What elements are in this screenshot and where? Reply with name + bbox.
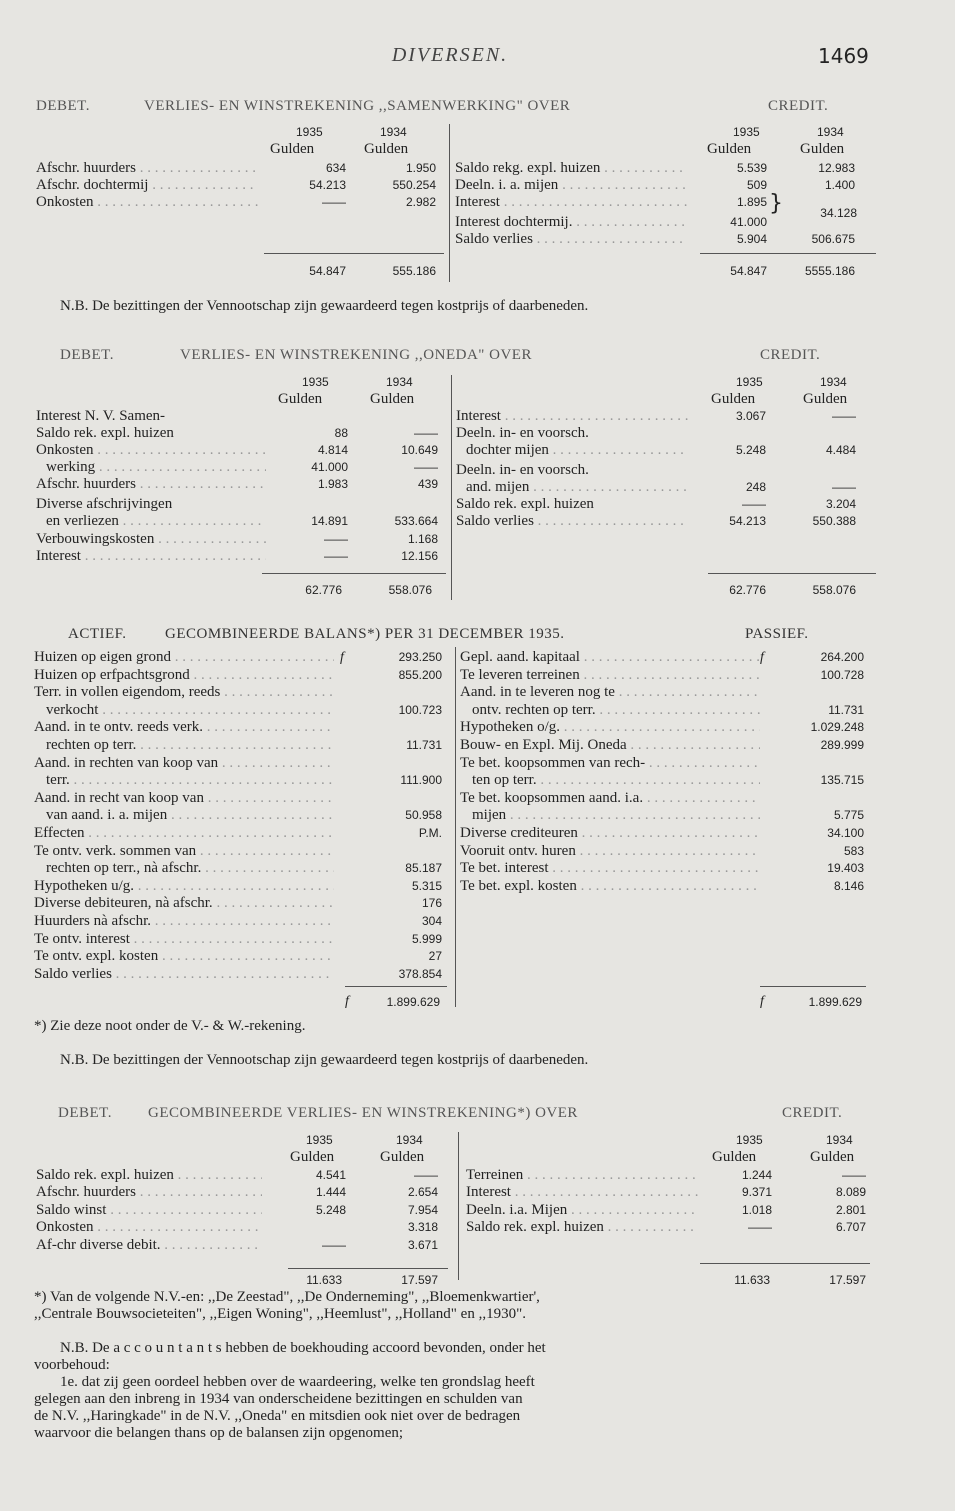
value-1935: 4.541 [315, 1168, 346, 1182]
value-1934: 10.649 [401, 443, 438, 457]
credit-total-1934: 5555.186 [804, 264, 855, 278]
value-1935: 41.000 [730, 215, 767, 229]
ledger-row [36, 425, 448, 442]
ledger-row [460, 878, 870, 895]
ledger-row [455, 177, 875, 194]
row-label: Diverse crediteuren . . . [460, 825, 760, 842]
value-1935: 9.371 [741, 1185, 772, 1200]
value-1934: —— [832, 409, 856, 423]
valuation-note: N.B. De bezittingen der Vennootschap zijn gewaardeerd tegen kostprijs of daarbeneden. [60, 1052, 589, 1068]
row-label: Te ontv. expl. kosten . . . [34, 948, 334, 965]
balance-value: 85.187 [405, 861, 442, 876]
row-label: Hypotheken o/g. . . . [460, 719, 760, 736]
row-label: Onkosten . . . [36, 194, 258, 211]
ledger-row [34, 737, 452, 754]
ledger-row [36, 1219, 454, 1236]
ledger-row [36, 496, 448, 513]
unit-header: Gulden [711, 391, 756, 407]
balance-value: 289.999 [820, 738, 864, 752]
value-1935: 509 [746, 178, 767, 192]
section-heading-title: GECOMBINEERDE VERLIES- EN WINSTREKENING*) OVER [148, 1105, 578, 1121]
ledger-row [460, 649, 870, 666]
ledger-row [455, 231, 875, 248]
row-label: Interest dochtermij. . . . [455, 214, 687, 231]
column-divider [458, 1132, 459, 1280]
brace-total-value: 34.128 [820, 206, 857, 220]
row-label: Te ontv. verk. sommen van . . . [34, 843, 334, 860]
section-heading-title: VERLIES- EN WINSTREKENING ,,SAMENWERKING" OVER [144, 98, 571, 114]
ledger-row [456, 408, 876, 425]
value-1935: 88 [334, 426, 348, 440]
balance-value: 11.731 [406, 738, 442, 752]
balance-value: 27 [428, 949, 442, 964]
row-label: Diverse debiteuren, nà afschr. . . . [34, 895, 334, 912]
credit-total-1934: 558.076 [812, 583, 856, 597]
unit-header: Gulden [380, 1149, 425, 1165]
unit-header: Gulden [370, 391, 415, 407]
row-label: Afschr. huurders . . . [36, 160, 258, 177]
total-rule [708, 573, 876, 574]
row-label: Interest . . . [456, 408, 688, 425]
row-label: ten op terr. . . . [460, 772, 760, 789]
ledger-row [460, 843, 870, 860]
row-label: Terreinen . . . [466, 1167, 698, 1184]
value-1935: —— [322, 195, 346, 209]
row-label: Interest . . . [466, 1184, 698, 1201]
ledger-row [460, 737, 870, 754]
row-label: Afschr. huurders . . . [36, 1184, 262, 1201]
ledger-row [460, 790, 870, 807]
year-header: 1935 [296, 125, 323, 139]
row-label: Gepl. aand. kapitaal . . . [460, 649, 760, 666]
note-line: N.B. De a c c o u n t a n t s hebben de boekhouding accoord bevonden, onder het [60, 1340, 546, 1356]
value-1934: 2.801 [835, 1202, 866, 1217]
unit-header: Gulden [800, 141, 845, 157]
balance-value: 111.900 [400, 773, 442, 788]
row-label: Saldo verlies . . . [34, 966, 334, 983]
ledger-row [34, 684, 452, 701]
ledger-row [460, 702, 870, 719]
row-label: Te bet. koopsommen aand. i.a. . . . [460, 790, 760, 807]
debet-total-1935: 62.776 [305, 583, 342, 597]
ledger-row [466, 1219, 876, 1236]
row-label: Aand. in te leveren nog te . . . [460, 684, 760, 701]
ledger-row [34, 667, 452, 684]
ledger-row [34, 843, 452, 860]
value-1934: 6.707 [835, 1220, 866, 1235]
ledger-row [34, 860, 452, 877]
balance-value: 100.728 [820, 667, 864, 682]
value-1935: 4.814 [317, 443, 348, 457]
ledger-row [34, 807, 452, 824]
row-label: Terr. in vollen eigendom, reeds . . . [34, 684, 334, 701]
value-1935: —— [742, 497, 766, 511]
total-rule [264, 253, 444, 254]
unit-header: Gulden [712, 1149, 757, 1165]
row-label: Te bet. koopsommen van rech- . . . [460, 755, 760, 772]
ledger-row [456, 462, 876, 479]
row-label: Deeln. i. a. mijen . . . [455, 177, 687, 194]
row-label: and. mijen . . . [456, 479, 688, 496]
row-label: Bouw- en Expl. Mij. Oneda . . . [460, 737, 760, 754]
value-1934: —— [414, 460, 438, 474]
value-1935: 41.000 [311, 460, 348, 474]
row-label: rechten op terr. . . . [34, 737, 334, 754]
ledger-row [34, 755, 452, 772]
ledger-row [34, 790, 452, 807]
value-1935: 1.895 [736, 195, 767, 209]
value-1935: 5.904 [736, 232, 767, 246]
row-label: Diverse afschrijvingen [36, 496, 173, 512]
gecombineerd-footnote: ,,Centrale Bouwsocieteiten", ,,Eigen Woning", ,,Heemlust", ,,Holland" en ,,1930". [34, 1306, 526, 1322]
balans-footnote: *) Zie deze noot onder de V.- & W.-rekening. [34, 1018, 306, 1034]
value-1935: —— [324, 532, 348, 546]
balance-value: 11.731 [828, 702, 864, 717]
ledger-row [36, 1184, 454, 1201]
ledger-row [34, 719, 452, 736]
total-rule [288, 1268, 448, 1269]
ledger-row [34, 772, 452, 789]
balance-value: 19.403 [827, 861, 864, 876]
value-1934: 3.204 [825, 497, 856, 511]
ledger-row [36, 1202, 454, 1219]
note-line: voorbehoud: [34, 1357, 110, 1373]
value-1934: 1.168 [407, 532, 438, 546]
balance-value: 34.100 [827, 826, 864, 840]
ledger-row [34, 966, 452, 983]
value-1934: —— [842, 1168, 866, 1182]
value-1935: 54.213 [309, 178, 346, 192]
page-number: 1469 [818, 44, 869, 68]
ledger-row [36, 476, 448, 493]
row-label: Saldo verlies . . . [455, 231, 687, 248]
row-label: terr. . . . [34, 772, 334, 789]
ledger-row [36, 442, 448, 459]
row-label: dochter mijen . . . [456, 442, 688, 459]
currency-symbol: f [340, 650, 344, 665]
value-1934: 2.982 [405, 195, 436, 209]
row-label: van aand. i. a. mijen . . . [34, 807, 334, 824]
value-1934: 550.388 [812, 514, 856, 528]
section-heading-right: CREDIT. [760, 347, 821, 363]
unit-header: Gulden [707, 141, 752, 157]
value-1935: 1.983 [317, 477, 348, 491]
row-label: rechten op terr., nà afschr. . . . [34, 860, 334, 877]
row-label: Saldo rek. expl. huizen . . . [36, 1167, 262, 1184]
value-1934: 4.484 [825, 443, 856, 457]
column-divider [449, 124, 450, 282]
valuation-note: N.B. De bezittingen der Vennootschap zijn gewaardeerd tegen kostprijs of daarbeneden. [60, 298, 589, 314]
row-label: Huizen op eigen grond . . . [34, 649, 334, 666]
ledger-row [456, 513, 876, 530]
balance-value: 583 [843, 843, 864, 858]
row-label: Verbouwingskosten . . . [36, 531, 266, 548]
value-1935: 5.248 [735, 443, 766, 457]
row-label: Te bet. interest . . . [460, 860, 760, 877]
balance-value: 1.029.248 [810, 720, 864, 735]
balance-value: 8.146 [833, 878, 864, 893]
value-1935: 5.248 [315, 1202, 346, 1217]
balance-value: 176 [421, 896, 442, 911]
row-label: Interest . . . [36, 548, 266, 565]
currency-symbol: f [760, 650, 764, 665]
ledger-row [36, 459, 448, 476]
value-1934: 439 [417, 477, 438, 491]
value-1935: 1.244 [741, 1168, 772, 1182]
balance-value: 5.775 [833, 808, 864, 823]
ledger-row [36, 513, 448, 530]
value-1935: 1.444 [315, 1185, 346, 1200]
page-header-title: DIVERSEN. [391, 44, 509, 66]
value-1934: 7.954 [407, 1202, 438, 1217]
ledger-row [34, 825, 452, 842]
value-1934: —— [832, 480, 856, 494]
debet-total-1935: 11.633 [306, 1273, 342, 1287]
year-header: 1935 [306, 1133, 333, 1147]
currency-symbol: f [760, 994, 764, 1009]
section-heading-left: DEBET. [58, 1105, 112, 1121]
ledger-row [36, 531, 448, 548]
section-heading-left: DEBET. [60, 347, 114, 363]
row-label: Saldo rek. expl. huizen . . . [466, 1219, 698, 1236]
unit-header: Gulden [278, 391, 323, 407]
year-header: 1935 [302, 375, 329, 389]
section-heading-left: DEBET. [36, 98, 90, 114]
value-1934: 12.983 [818, 161, 855, 175]
balance-value: 5.315 [411, 878, 442, 893]
value-1934: 1.950 [405, 161, 436, 175]
ledger-row [460, 807, 870, 824]
section-heading-title: VERLIES- EN WINSTREKENING ,,ONEDA" OVER [180, 347, 532, 363]
note-line: 1e. dat zij geen oordeel hebben over de waardeering, welke ten grondslag heeft [60, 1374, 535, 1390]
gecombineerd-footnote: *) Van de volgende N.V.-en: ,,De Zeestad", ,,De Onderneming", ,,Bloemenkwartier', [34, 1289, 540, 1305]
year-header: 1935 [736, 1133, 763, 1147]
ledger-row [36, 1237, 454, 1254]
value-1934: —— [414, 426, 438, 440]
ledger-row [34, 895, 452, 912]
row-label: werking . . . [36, 459, 266, 476]
ledger-row [456, 442, 876, 459]
year-header: 1934 [396, 1133, 423, 1147]
ledger-row [460, 667, 870, 684]
unit-header: Gulden [364, 141, 409, 157]
year-header: 1934 [826, 1133, 853, 1147]
ledger-row [36, 194, 446, 211]
value-1934: 533.664 [394, 514, 438, 528]
value-1935: —— [748, 1220, 772, 1235]
value-1935: 1.018 [741, 1202, 772, 1217]
value-1934: 2.654 [407, 1185, 438, 1200]
value-1934: 12.156 [401, 549, 438, 563]
row-label: Vooruit ontv. huren . . . [460, 843, 760, 860]
note-line: waarvoor die belangen thans op de balansen zijn opgenomen; [34, 1425, 404, 1441]
row-label: en verliezen . . . [36, 513, 266, 530]
balance-value: P.M. [418, 826, 442, 840]
value-1935: —— [324, 549, 348, 563]
row-label: ontv. rechten op terr. . . . [460, 702, 760, 719]
ledger-row [466, 1167, 876, 1184]
ledger-row [36, 548, 448, 565]
row-label: verkocht . . . [34, 702, 334, 719]
ledger-row [466, 1202, 876, 1219]
debet-total-1934: 555.186 [392, 264, 436, 278]
passiva-total: 1.899.629 [808, 995, 862, 1009]
row-label: mijen . . . [460, 807, 760, 824]
section-heading-right: CREDIT. [768, 98, 829, 114]
balance-value: 135.715 [820, 773, 864, 788]
row-label: Te bet. expl. kosten . . . [460, 878, 760, 895]
currency-symbol: f [345, 994, 349, 1009]
year-header: 1934 [386, 375, 413, 389]
section-heading-title: GECOMBINEERDE BALANS*) PER 31 DECEMBER 1935. [165, 626, 565, 642]
balance-value: 293.250 [398, 650, 442, 664]
ledger-row [34, 948, 452, 965]
debet-total-1934: 558.076 [388, 583, 432, 597]
section-heading-right: CREDIT. [782, 1105, 843, 1121]
ledger-row [456, 496, 876, 513]
value-1935: —— [322, 1237, 346, 1252]
unit-header: Gulden [290, 1149, 335, 1165]
ledger-row [460, 772, 870, 789]
row-label: Af-chr diverse debit. . . . [36, 1237, 262, 1254]
row-label: Aand. in te ontv. reeds verk. . . . [34, 719, 334, 736]
ledger-row [36, 408, 448, 425]
unit-header: Gulden [810, 1149, 855, 1165]
ledger-row [34, 913, 452, 930]
debet-total-1934: 17.597 [401, 1273, 438, 1287]
row-label: Deeln. in- en voorsch. [456, 462, 589, 478]
row-label: Te leveren terreinen . . . [460, 667, 760, 684]
ledger-row [34, 931, 452, 948]
unit-header: Gulden [803, 391, 848, 407]
row-label: Deeln. i.a. Mijen . . . [466, 1202, 698, 1219]
ledger-row [460, 825, 870, 842]
ledger-row [36, 177, 446, 194]
ledger-row [456, 479, 876, 496]
value-1935: 54.213 [729, 514, 766, 528]
balance-value: 100.723 [398, 702, 442, 717]
value-1935: 14.891 [311, 514, 348, 528]
row-label: Saldo rek. expl. huizen [36, 425, 174, 441]
balance-value: 855.200 [398, 667, 442, 682]
row-label: Deeln. in- en voorsch. [456, 425, 589, 441]
year-header: 1935 [736, 375, 763, 389]
ledger-row [460, 755, 870, 772]
year-header: 1935 [733, 125, 760, 139]
credit-total-1935: 62.776 [729, 583, 766, 597]
row-label: Te ontv. interest . . . [34, 931, 334, 948]
ledger-row [456, 425, 876, 442]
row-label: Onkosten . . . [36, 1219, 262, 1236]
column-divider [451, 375, 452, 600]
total-rule [760, 986, 866, 987]
year-header: 1934 [380, 125, 407, 139]
ledger-row [460, 719, 870, 736]
total-rule [700, 1263, 870, 1264]
row-label: Afschr. dochtermij . . . [36, 177, 258, 194]
row-label: Onkosten . . . [36, 442, 266, 459]
section-heading-left: ACTIEF. [68, 626, 127, 642]
value-1934: 550.254 [392, 178, 436, 192]
balance-value: 50.958 [405, 808, 442, 823]
credit-total-1935: 11.633 [734, 1273, 770, 1287]
ledger-row [466, 1184, 876, 1201]
total-rule [262, 573, 446, 574]
row-label: Saldo rekg. expl. huizen . . . [455, 160, 687, 177]
value-1935: 5.539 [736, 161, 767, 175]
balance-value: 264.200 [820, 650, 864, 664]
row-label: Saldo rek. expl. huizen [456, 496, 594, 512]
row-label: Saldo winst . . . [36, 1202, 262, 1219]
ledger-row [34, 702, 452, 719]
value-1934: 3.318 [407, 1220, 438, 1235]
row-label: Interest N. V. Samen- [36, 408, 166, 424]
column-divider [455, 647, 456, 1007]
balance-value: 5.999 [411, 931, 442, 946]
ledger-row [36, 1167, 454, 1184]
row-label: Interest . . . [455, 194, 687, 211]
value-1934: 3.671 [407, 1237, 438, 1252]
ledger-row [34, 649, 452, 666]
activa-total: 1.899.629 [386, 995, 440, 1009]
row-label: Effecten . . . [34, 825, 334, 842]
row-label: Aand. in rechten van koop van . . . [34, 755, 334, 772]
value-1935: 248 [745, 480, 766, 494]
balance-value: 304 [421, 914, 442, 928]
total-rule [700, 253, 876, 254]
value-1934: —— [414, 1168, 438, 1182]
section-heading-right: PASSIEF. [745, 626, 809, 642]
value-1934: 1.400 [824, 178, 855, 192]
row-label: Hypotheken u/g. . . . [34, 878, 334, 895]
value-1934: 8.089 [835, 1185, 866, 1200]
row-label: Aand. in recht van koop van . . . [34, 790, 334, 807]
ledger-row [34, 878, 452, 895]
value-1935: 3.067 [735, 409, 766, 423]
note-line: de N.V. ,,Haringkade" in de N.V. ,,Oneda" en mitsdien ook niet over de bedragen [34, 1408, 521, 1424]
row-label: Huizen op erfpachtsgrond . . . [34, 667, 334, 684]
ledger-row [36, 160, 446, 177]
row-label: Afschr. huurders . . . [36, 476, 266, 493]
value-1934: 506.675 [811, 232, 855, 246]
row-label: Huurders nà afschr. . . . [34, 913, 334, 930]
note-line: gelegen aan den inbreng in 1934 van onderscheidene bezittingen en schulden van [34, 1391, 523, 1407]
year-header: 1934 [820, 375, 847, 389]
credit-total-1935: 54.847 [730, 264, 767, 278]
ledger-row [460, 684, 870, 701]
credit-total-1934: 17.597 [829, 1273, 866, 1287]
value-1935: 634 [325, 161, 346, 175]
ledger-row [455, 160, 875, 177]
debet-total-1935: 54.847 [309, 264, 346, 278]
total-rule [345, 986, 447, 987]
unit-header: Gulden [270, 141, 315, 157]
year-header: 1934 [817, 125, 844, 139]
ledger-row [460, 860, 870, 877]
row-label: Saldo verlies . . . [456, 513, 688, 530]
balance-value: 378.854 [398, 966, 442, 981]
brace-icon: } [769, 191, 783, 216]
